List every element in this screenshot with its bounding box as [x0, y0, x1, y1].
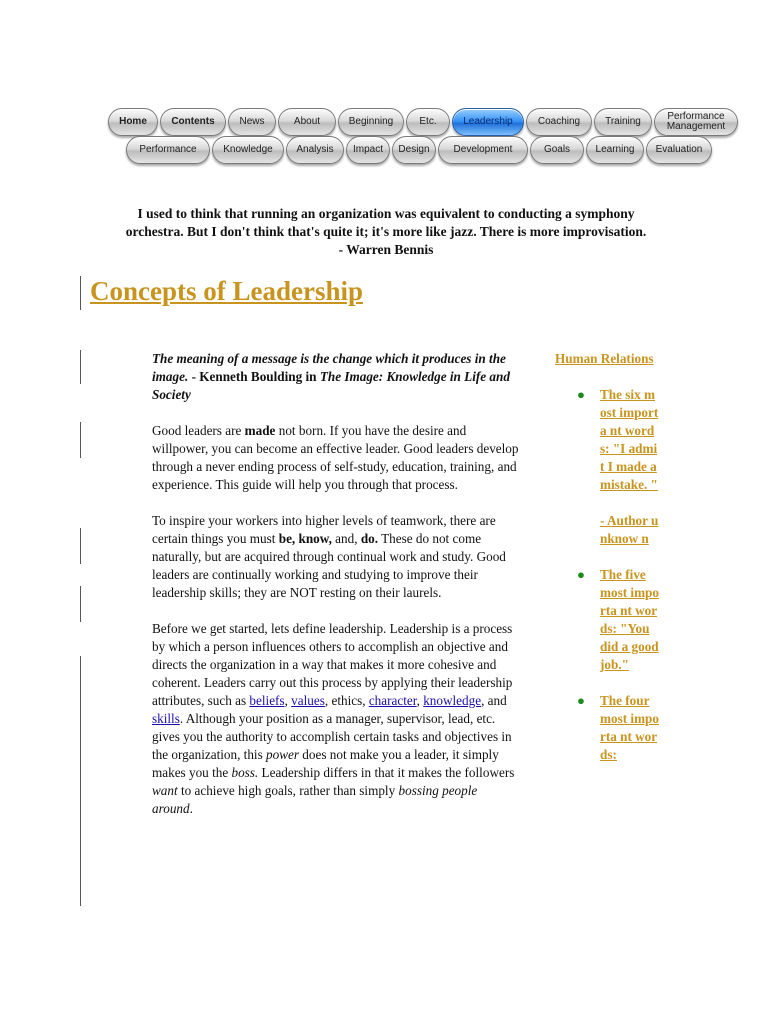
- nav-contents-button[interactable]: Contents: [160, 108, 226, 136]
- text: . Although your position as a manager, supervisor, lead, etc. gives you the authority to accomplish certain tasks and objectives in the organization, this: [152, 711, 512, 762]
- nav-leadership-button[interactable]: Leadership: [452, 108, 524, 136]
- paragraph-2: [152, 512, 520, 602]
- main-article: [152, 350, 520, 836]
- list-item-text: The five most importa nt words: "You did a good job.": [600, 567, 659, 672]
- margin-rule: [80, 656, 81, 906]
- text: To inspire your workers into higher levels of teamwork, there are certain things you must: [152, 513, 496, 546]
- paragraph-1: [152, 422, 520, 494]
- text: ,: [284, 693, 292, 708]
- list-item-author: - Author unknow n: [600, 513, 659, 546]
- nav-row-top: [108, 108, 740, 136]
- text-bold: be, know,: [278, 531, 332, 546]
- quote-line-2: orchestra. But I don't think that's quite it; it's more like jazz. There is more improvisation.: [125, 224, 647, 239]
- text: and,: [331, 531, 361, 546]
- bullet-icon: ●: [577, 567, 585, 582]
- beliefs-link[interactable]: beliefs: [249, 693, 285, 708]
- epigraph: [152, 350, 520, 404]
- sidebar-heading-link[interactable]: Human Relations: [555, 351, 654, 366]
- nav-performance-button[interactable]: Performance: [126, 136, 210, 164]
- character-link[interactable]: character: [368, 693, 417, 708]
- top-quote: [80, 205, 692, 259]
- nav-design-button[interactable]: Design: [392, 136, 436, 164]
- quote-attribution: - Warren Bennis: [338, 242, 434, 257]
- text-bold: made: [244, 423, 276, 438]
- paragraph-3: [152, 620, 520, 818]
- skills-link[interactable]: skills: [152, 711, 180, 726]
- margin-rule: [80, 586, 81, 622]
- nav-knowledge-button[interactable]: Knowledge: [212, 136, 284, 164]
- nav-analysis-button[interactable]: Analysis: [286, 136, 344, 164]
- epigraph-text: The meaning of a message is the change which it produces in the image.: [152, 351, 506, 384]
- text: Before we get started, lets define leadership. Leadership is a process by which a person influences others to accomplish an objective and directs the organization in a way that makes it more cohesive and coherent. Leaders carry out this process by applying their leadership attributes, such as: [152, 621, 513, 708]
- page-title[interactable]: Concepts of Leadership: [90, 276, 364, 306]
- text: Good leaders are: [152, 423, 245, 438]
- nav-home-button[interactable]: Home: [108, 108, 158, 136]
- text: to achieve high goals, rather than simply: [177, 783, 399, 798]
- epigraph-author: - Kenneth Boulding in: [188, 369, 320, 384]
- text-italic: want: [152, 783, 178, 798]
- text-italic: bossing people around: [152, 783, 478, 816]
- text: , and: [481, 693, 507, 708]
- nav-impact-button[interactable]: Impact: [346, 136, 390, 164]
- list-item[interactable]: [555, 386, 665, 548]
- list-item[interactable]: [555, 566, 665, 674]
- list-item-text: The six most importa nt words: "I admit I made a mistake. ": [600, 387, 659, 492]
- knowledge-link[interactable]: knowledge: [423, 693, 482, 708]
- nav-performance-management-button[interactable]: Performance Management: [654, 108, 738, 136]
- text: ,: [416, 693, 424, 708]
- quote-line-1: I used to think that running an organization was equivalent to conducting a symphony: [137, 206, 635, 221]
- nav-learning-button[interactable]: Learning: [586, 136, 644, 164]
- margin-rule: [80, 276, 81, 310]
- bullet-icon: ●: [577, 387, 585, 402]
- sidebar-list: [555, 386, 665, 764]
- margin-rule: [80, 422, 81, 458]
- nav-coaching-button[interactable]: Coaching: [526, 108, 592, 136]
- text-italic: boss.: [231, 765, 259, 780]
- list-item-text: The four most importa nt words:: [600, 693, 659, 762]
- navigation-bar: [104, 106, 746, 172]
- nav-training-button[interactable]: Training: [594, 108, 652, 136]
- nav-news-button[interactable]: News: [228, 108, 276, 136]
- text: not born. If you have the desire and willpower, you can become an effective leader. Good leaders develop through a never ending process of self-study, education, training, and experience. This guide will help you through that process.: [152, 423, 519, 492]
- nav-goals-button[interactable]: Goals: [530, 136, 584, 164]
- nav-evaluation-button[interactable]: Evaluation: [646, 136, 712, 164]
- epigraph-source: The Image: Knowledge in Life and Society: [152, 369, 510, 402]
- bullet-icon: ●: [577, 693, 585, 708]
- values-link[interactable]: values: [291, 693, 325, 708]
- list-item[interactable]: [555, 692, 665, 764]
- margin-rule: [80, 528, 81, 564]
- text: , ethics,: [324, 693, 369, 708]
- text: These do not come naturally, but are acquired through continual work and study. Good leaders are continually working and studying to improve their leadership skills; they are NOT resting on their laurels.: [152, 531, 506, 600]
- margin-rule: [80, 350, 81, 384]
- text-italic: power: [266, 747, 299, 762]
- sidebar: [555, 350, 665, 782]
- text-bold: do.: [360, 531, 379, 546]
- text: does not make you a leader, it simply makes you the: [152, 747, 499, 780]
- text: .: [189, 801, 193, 816]
- text: Leadership differs in that it makes the followers: [258, 765, 515, 780]
- nav-row-bottom: [126, 136, 714, 164]
- nav-etc-button[interactable]: Etc.: [406, 108, 450, 136]
- nav-development-button[interactable]: Development: [438, 136, 528, 164]
- nav-beginning-button[interactable]: Beginning: [338, 108, 404, 136]
- nav-about-button[interactable]: About: [278, 108, 336, 136]
